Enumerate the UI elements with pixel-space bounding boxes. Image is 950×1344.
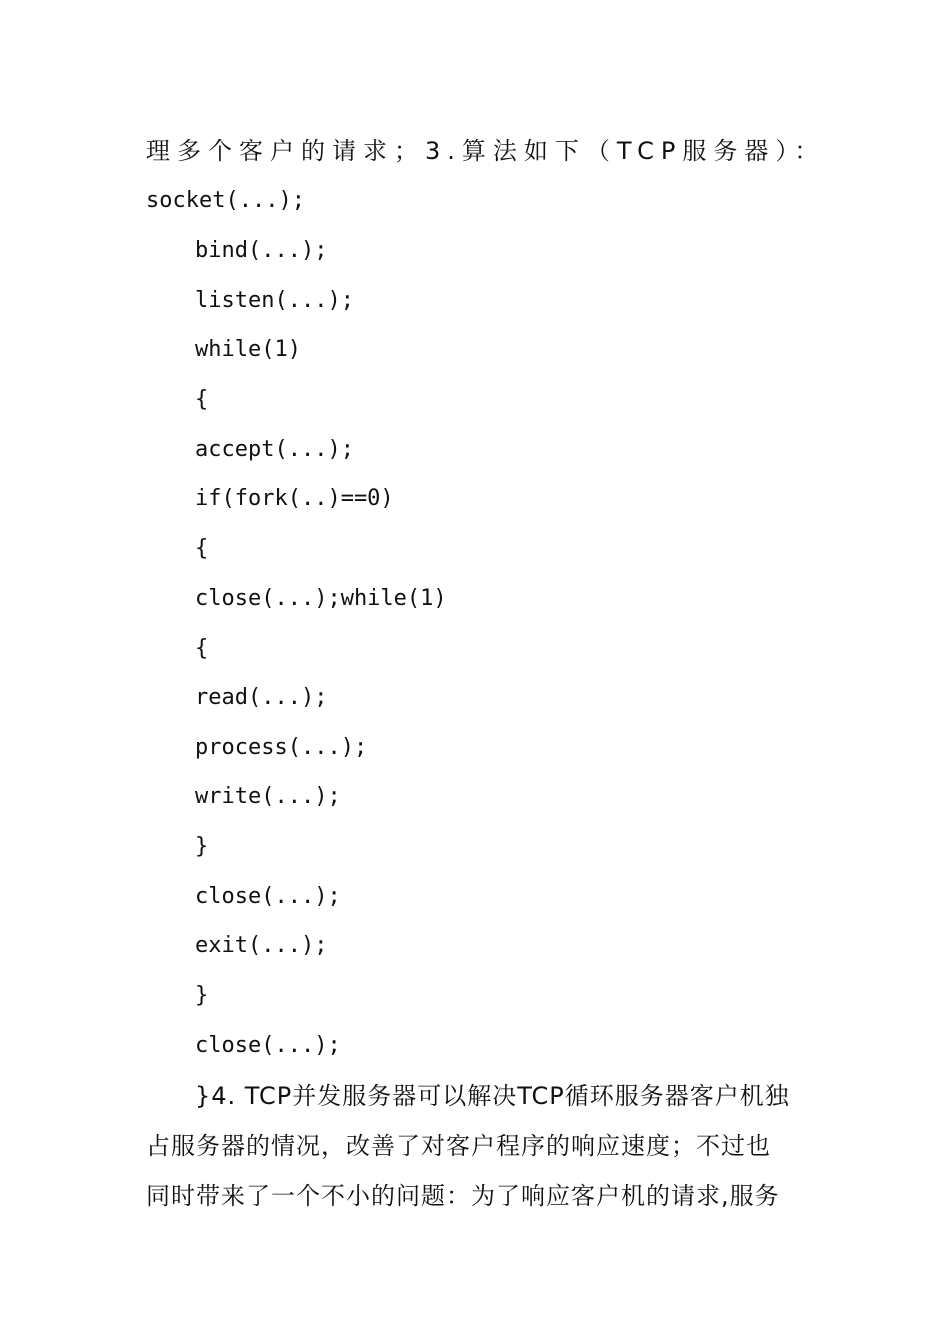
code-line-close-while: close(...);while(1) [195,586,447,611]
code-line-close-brace: } [195,834,209,859]
intro-line: 理多个客户的请求；3.算法如下（TCP服务器）： [146,137,826,165]
code-line-open-brace: { [195,387,209,412]
paragraph-line: 同时带来了一个不小的问题：为了响应客户机的请求,服务 [146,1182,780,1210]
code-line-listen: listen(...); [195,288,354,313]
code-line-accept: accept(...); [195,437,354,462]
code-line-close: close(...); [195,884,341,909]
code-line-exit: exit(...); [195,933,328,958]
code-line-open-brace: { [195,636,209,661]
code-line-write: write(...); [195,784,341,809]
code-line-bind: bind(...); [195,238,328,263]
code-line-process: process(...); [195,735,368,760]
code-line-close-brace: } [195,983,209,1008]
code-line-open-brace: { [195,536,209,561]
code-line-close: close(...); [195,1033,341,1058]
paragraph-line: }4. TCP并发服务器可以解决TCP循环服务器客户机独 [195,1082,790,1110]
code-line-while: while(1) [195,337,301,362]
code-line-socket: socket(...); [146,188,305,213]
code-line-read: read(...); [195,685,328,710]
code-line-if-fork: if(fork(..)==0) [195,486,394,511]
paragraph-line: 占服务器的情况，改善了对客户程序的响应速度；不过也 [146,1132,771,1160]
